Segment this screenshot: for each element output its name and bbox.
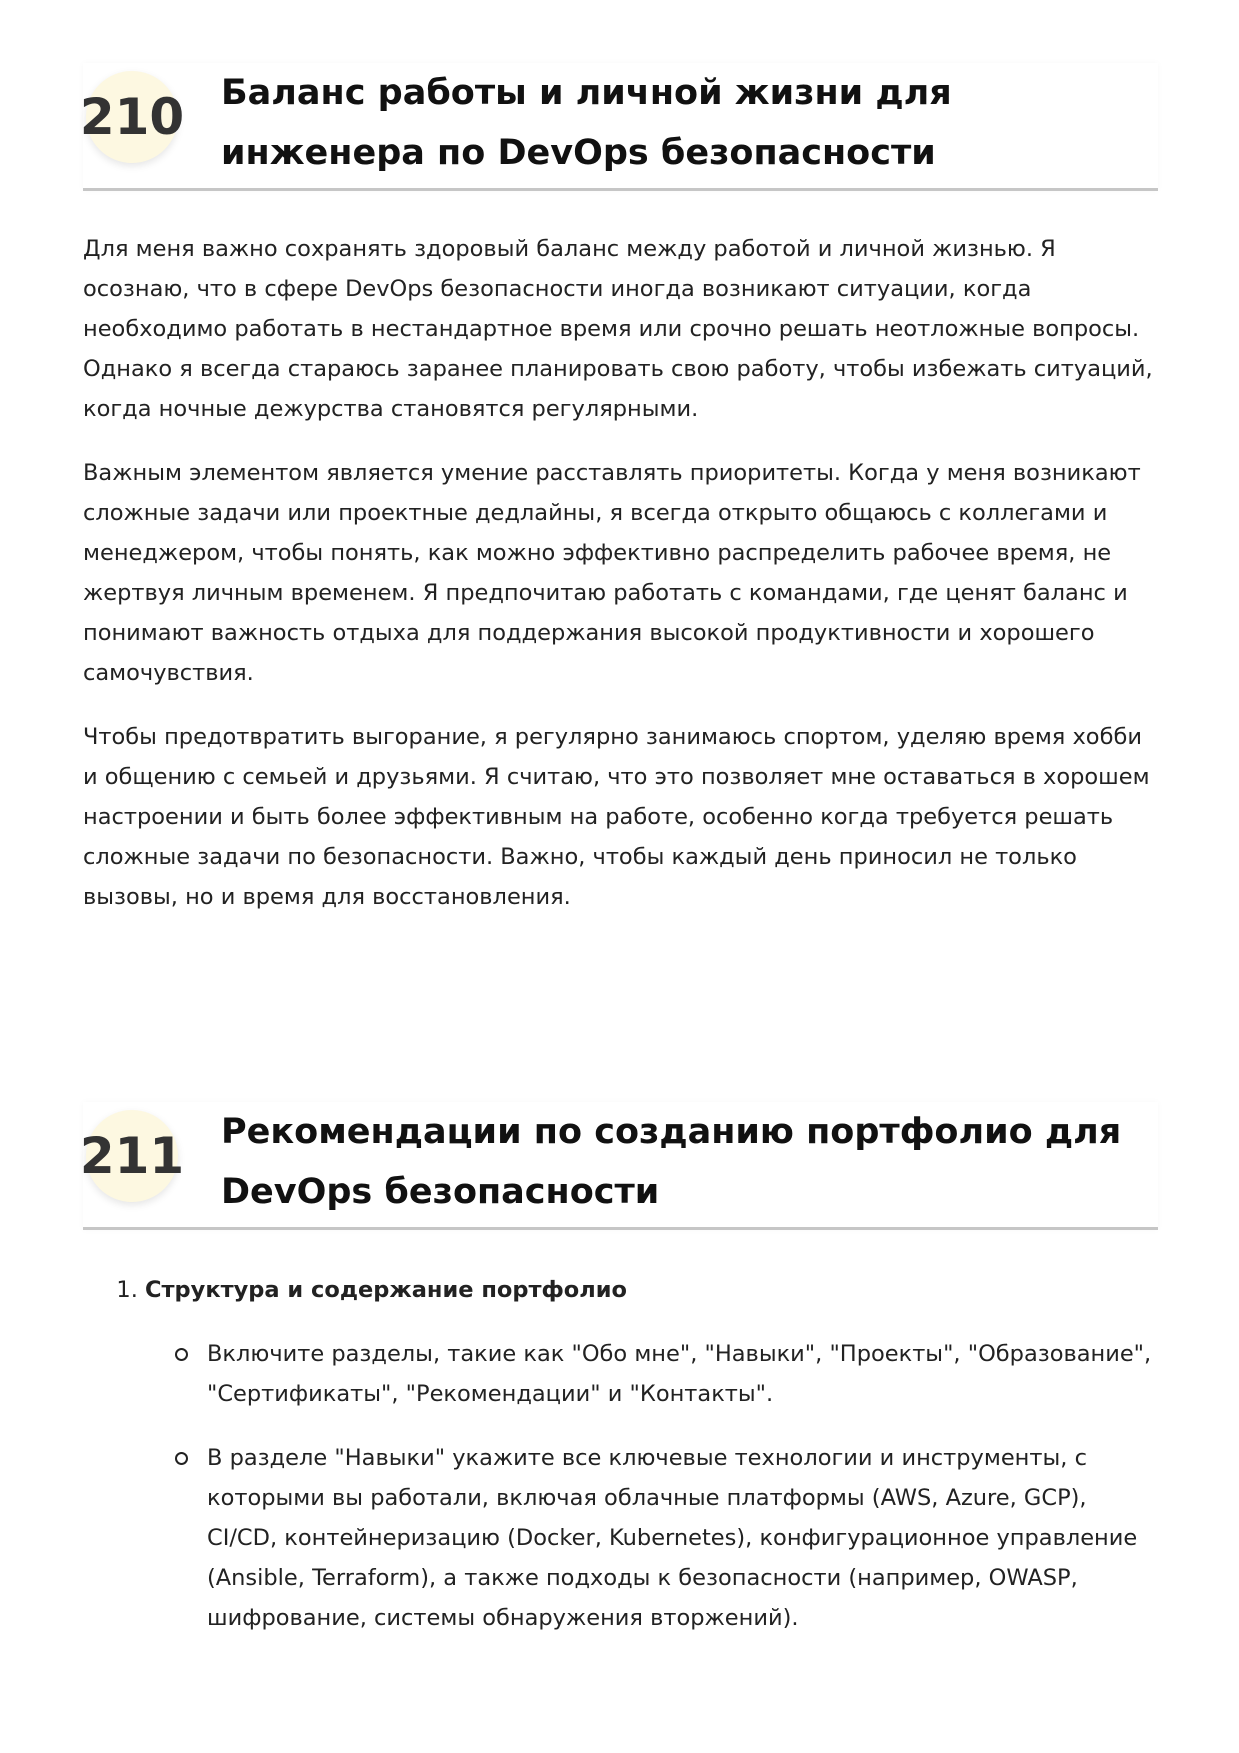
paragraph: Для меня важно сохранять здоровый баланс между работой и личной жизнью. Я осознаю, что в сфере DevOps безопасности иногда возникают ситуации, когда необходимо работать в нестандартное время или срочно решать неотложные вопросы. Однако я всегда стараюсь заранее планировать свою работу, чтобы избежать ситуаций, когда ночные дежурства становятся регулярными. (83, 236, 1153, 422)
section-body-210 (83, 229, 1158, 917)
section-number-badge: 210 (86, 71, 178, 163)
section-header-210 (79, 63, 1158, 191)
numbered-list (83, 1270, 1158, 1638)
list-item-title: Структура и содержание портфолио (145, 1277, 627, 1303)
section-title: Рекомендации по созданию портфолио для DevOps безопасности (221, 1112, 1122, 1212)
bullet-item: Включите разделы, такие как "Обо мне", "Навыки", "Проекты", "Образование", "Сертификаты", "Рекомендации" и "Контакты". (207, 1334, 1158, 1414)
list-item (145, 1270, 1158, 1638)
section-body-211 (83, 1270, 1158, 1638)
section-number-badge: 211 (86, 1110, 178, 1202)
paragraph: Чтобы предотвратить выгорание, я регулярно занимаюсь спортом, уделяю время хобби и общению с семьей и друзьями. Я считаю, что это позволяет мне оставаться в хорошем настроении и быть более эффективным на работе, особенно когда требуется решать сложные задачи по безопасности. Важно, чтобы каждый день приносил не только вызовы, но и время для восстановления. (83, 724, 1150, 910)
section-header-211 (79, 1102, 1158, 1230)
bullet-item: В разделе "Навыки" укажите все ключевые технологии и инструменты, с которыми вы работали, включая облачные платформы (AWS, Azure, GCP), CI/CD, контейнеризацию (Docker, Kubernetes), конфигурационное управление (Ansible, Terraform), а также подходы к безопасности (например, OWASP, шифрование, системы обнаружения вторжений). (207, 1438, 1158, 1638)
bullet-list (145, 1334, 1158, 1638)
document-page (79, 0, 1158, 1662)
paragraph: Важным элементом является умение расставлять приоритеты. Когда у меня возникают сложные задачи или проектные дедлайны, я всегда открыто общаюсь с коллегами и менеджером, чтобы понять, как можно эффективно распределить рабочее время, не жертвуя личным временем. Я предпочитаю работать с командами, где ценят баланс и понимают важность отдыха для поддержания высокой продуктивности и хорошего самочувствия. (83, 460, 1141, 686)
section-title: Баланс работы и личной жизни для инженера по DevOps безопасности (221, 73, 952, 173)
